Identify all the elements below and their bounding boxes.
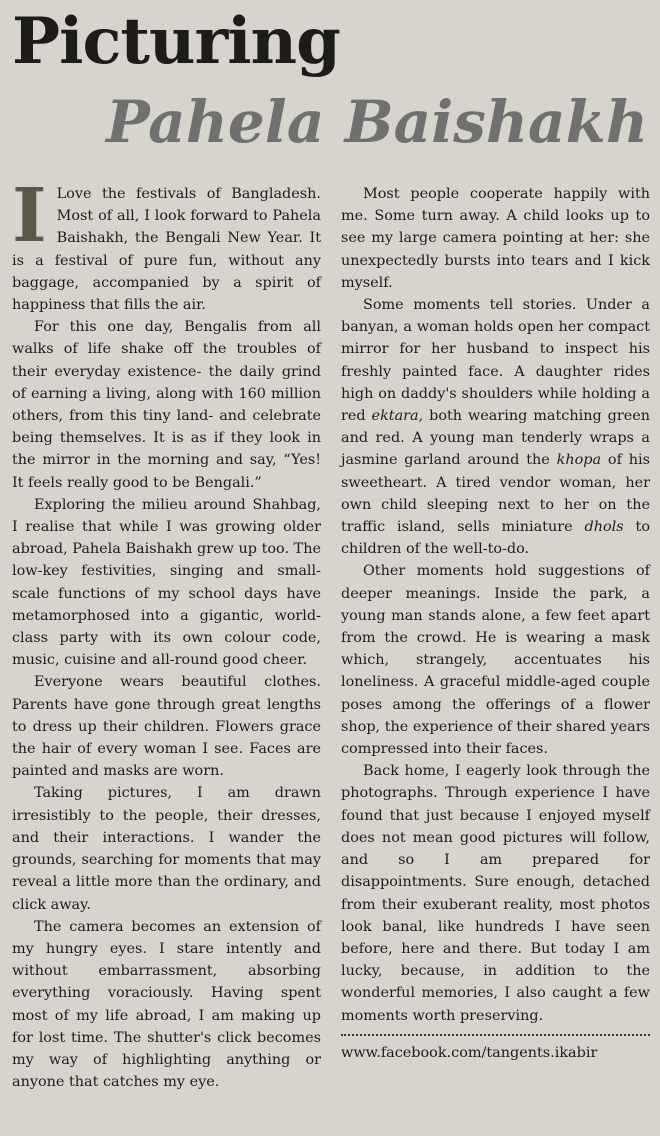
paragraph-text: , both wearing matching green and red. A young man tenderly wraps a jasmine garland around the: [341, 408, 650, 469]
article-paragraph: For this one day, Bengalis from all walks of life shake off the troubles of their everyday existence- the daily grind of earning a living, along with 160 million others, from this tiny land- and celebrate being themselves. It is as if they look in the mirror in the morning and say, “Yes! It feels really good to be Bengali.”: [12, 319, 321, 491]
headline-pahela-baishakh: Pahela Baishakh: [106, 88, 648, 156]
italic-term-khopa: khopa: [556, 452, 602, 469]
author-facebook-link[interactable]: www.facebook.com/tangents.ikabir: [341, 1044, 598, 1061]
article-column-left: [12, 173, 321, 1093]
paragraph-text: Some moments tell stories. Under a banyan, a woman holds open her compact mirror for her husband to inspect his freshly painted face. A daughter rides high on daddy's shoulders while holding a red: [341, 297, 650, 425]
headline-picturing: Picturing: [12, 4, 340, 79]
paragraph-text: of his sweetheart. A tired vendor woman, her own child sleeping next to her on the traffic island, sells miniature: [341, 452, 650, 536]
article-paragraph: Back home, I eagerly look through the photographs. Through experience I have found that just because I enjoyed myself does not mean good pictures will follow, and so I am prepared for disappointments. Sure enough, detached from their exuberant reality, most photos look banal, like hundreds I have seen before, here and there. But today I am lucky, because, in addition to the wonderful memories, I also caught a few moments worth preserving.: [341, 763, 650, 1024]
article-body: [12, 173, 650, 1093]
italic-term-ektara: ektara: [371, 408, 419, 425]
paragraph-text: to children of the well-to-do.: [341, 519, 650, 558]
drop-cap: I: [12, 173, 47, 259]
article-paragraph: Taking pictures, I am drawn irresistibly to the people, their dresses, and their interactions. I wander the grounds, searching for moments that may reveal a little more than the ordinary, and click away.: [12, 785, 321, 913]
paragraph-text: Love the festivals of Bangladesh. Most of all, I look forward to Pahela Baishakh, the Bengali New Year. It is a festival of pure fun, without any baggage, accompanied by a spirit of happiness that fills the air.: [12, 186, 321, 314]
article-paragraph: The camera becomes an extension of my hungry eyes. I stare intently and without embarrassment, absorbing everything voraciously. Having spent most of my life abroad, I am making up for lost time. The shutter's click becomes my way of highlighting anything or anyone that catches my eye.: [12, 918, 321, 1091]
italic-term-dhols: dhols: [584, 519, 624, 536]
article-paragraph: Everyone wears beautiful clothes. Parents have gone through great lengths to dress up their children. Flowers grace the hair of every woman I see. Faces are painted and masks are worn.: [12, 674, 321, 780]
article-paragraph: [341, 294, 650, 560]
article-column-right: [341, 183, 650, 1093]
article-paragraph: Most people cooperate happily with me. Some turn away. A child looks up to see my large camera pointing at her: she unexpectedly bursts into tears and I kick myself.: [341, 186, 650, 291]
article-paragraph: Other moments hold suggestions of deeper meanings. Inside the park, a young man stands alone, a few feet apart from the crowd. He is wearing a mask which, strangely, accentuates his loneliness. A graceful middle-aged couple poses among the offerings of a flower shop, the experience of their shared years compressed into their faces.: [341, 563, 650, 758]
article-paragraph: Exploring the milieu around Shahbag, I realise that while I was growing older abroad, Pahela Baishakh grew up too. The low-key festivities, singing and small-scale functions of my school days have metamorphosed into a gigantic, world-class party with its own colour code, music, cuisine and all-round good cheer.: [12, 496, 321, 669]
dotted-divider: [341, 1034, 650, 1036]
article-paragraph: [12, 173, 321, 316]
